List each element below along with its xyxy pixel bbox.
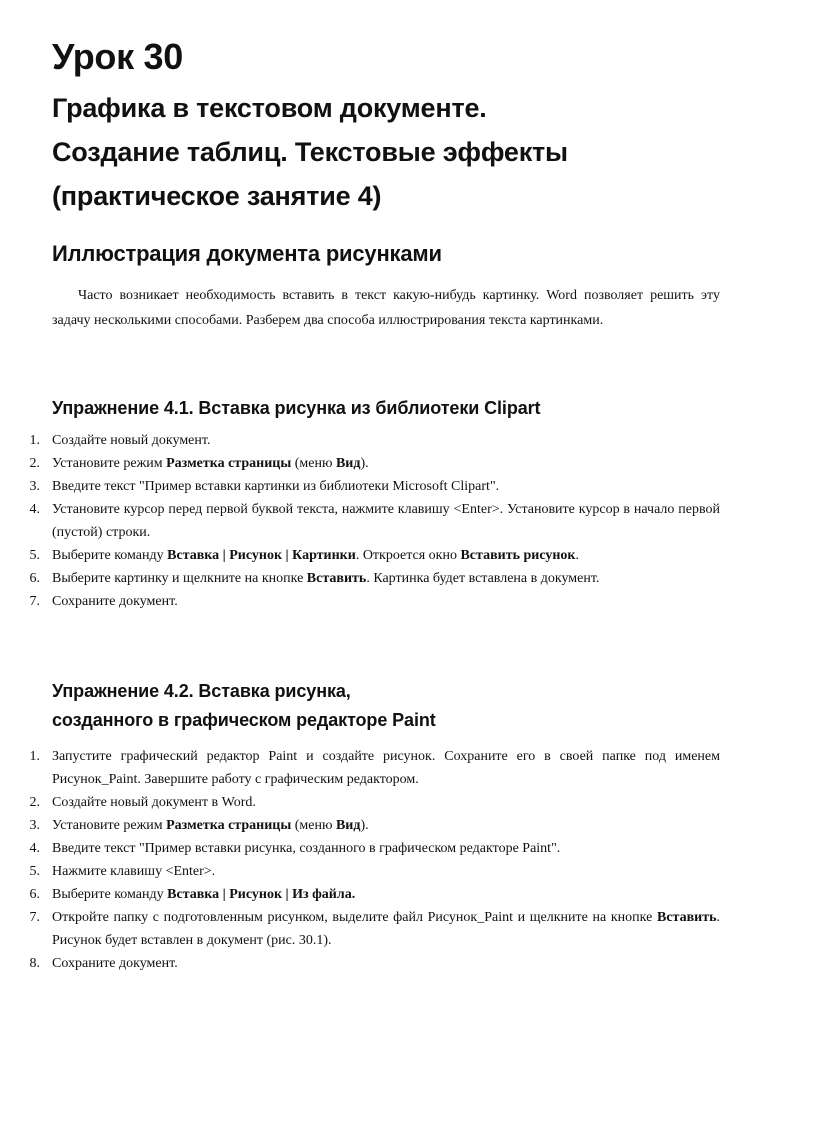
exercise-2-title — [52, 677, 436, 735]
exercise-2-steps — [24, 745, 720, 975]
step-keyword: Разметка страницы — [166, 456, 292, 471]
step-text-part: Нажмите клавишу <Enter>. — [52, 864, 216, 879]
list-item — [24, 590, 720, 613]
step-text — [52, 952, 720, 975]
step-number: 2. — [29, 795, 40, 810]
list-item — [24, 567, 720, 590]
list-item — [24, 860, 720, 883]
step-text — [52, 837, 720, 860]
intro-paragraph — [52, 284, 720, 333]
step-keyword: Вставка | Рисунок | Из файла. — [167, 887, 356, 902]
step-text-part: Запустите графический редактор Paint и создайте рисунок. Сохраните его в своей папке под именем Рисунок_Paint. Завершите работу с графическим редактором. — [52, 749, 720, 787]
step-text-part: (меню — [291, 818, 336, 833]
step-text-part: . Откроется окно — [355, 548, 461, 563]
step-number: 4. — [29, 502, 40, 517]
list-item — [24, 837, 720, 860]
step-number: 1. — [29, 433, 40, 448]
step-text-part: Введите текст "Пример вставки картинки из библиотеки Microsoft Clipart". — [52, 479, 500, 494]
step-text-part: Сохраните документ. — [52, 594, 178, 609]
chapter-title-line: (практическое занятие 4) — [52, 181, 382, 211]
list-item — [24, 475, 720, 498]
step-number: 8. — [29, 956, 40, 971]
step-text — [52, 567, 720, 590]
exercise-1-title: Упражнение 4.1. Вставка рисунка из библиотеки Clipart — [52, 398, 541, 418]
step-keyword: Вставить — [306, 571, 367, 586]
step-text-part: . Рисунок будет вставлен в документ (рис. 30.1). — [52, 910, 720, 948]
exercise-1-steps — [24, 429, 720, 613]
step-text — [52, 745, 720, 791]
step-text-part: Создайте новый документ. — [52, 433, 211, 448]
exercise-2-title-line: созданного в графическом редакторе Paint — [52, 710, 436, 730]
step-text-part: Установите режим — [52, 456, 167, 471]
step-keyword: Вставить — [656, 910, 717, 925]
section-title: Иллюстрация документа рисунками — [52, 241, 442, 266]
step-number: 5. — [29, 548, 40, 563]
step-text — [52, 791, 720, 814]
step-text-part: Установите курсор перед первой буквой текста, нажмите клавишу <Enter>. Установите курсор в начало первой (пустой) строки. — [52, 502, 720, 540]
list-item — [24, 745, 720, 791]
step-text — [52, 814, 720, 837]
step-text-part: Выберите команду — [52, 887, 168, 902]
step-text-part: (меню — [291, 456, 336, 471]
step-text-part: ). — [360, 818, 369, 833]
step-text — [52, 590, 720, 613]
step-number: 6. — [29, 571, 40, 586]
step-text — [52, 906, 720, 952]
step-keyword: Вид — [335, 818, 361, 833]
step-keyword: Разметка страницы — [166, 818, 292, 833]
chapter-title-line: Графика в текстовом документе. — [52, 93, 487, 123]
list-item — [24, 429, 720, 452]
step-text — [52, 429, 720, 452]
step-text-part: Выберите картинку и щелкните на кнопке — [52, 571, 307, 586]
step-number: 2. — [29, 456, 40, 471]
step-text — [52, 498, 720, 544]
step-keyword: Вставка | Рисунок | Картинки — [167, 548, 356, 563]
step-text — [52, 860, 720, 883]
lesson-title: Урок 30 — [52, 36, 183, 77]
step-text — [52, 544, 720, 567]
step-text-part: . — [575, 548, 579, 563]
list-item — [24, 498, 720, 544]
step-text-part: . Картинка будет вставлена в документ. — [366, 571, 600, 586]
step-text — [52, 452, 720, 475]
list-item — [24, 814, 720, 837]
list-item — [24, 452, 720, 475]
step-number: 6. — [29, 887, 40, 902]
step-text — [52, 475, 720, 498]
list-item — [24, 906, 720, 952]
chapter-title — [52, 86, 772, 218]
step-text-part: ). — [360, 456, 369, 471]
step-text-part: Установите режим — [52, 818, 167, 833]
exercise-2-title-line: Упражнение 4.2. Вставка рисунка, — [52, 681, 351, 701]
step-text-part: Создайте новый документ в Word. — [52, 795, 256, 810]
step-keyword: Вид — [335, 456, 361, 471]
step-number: 1. — [29, 749, 40, 764]
intro-text: Часто возникает необходимость вставить в текст какую-нибудь картинку. Word позволяет решить эту задачу несколькими способами. Разберем два способа иллюстрирования текста картинками. — [52, 288, 720, 328]
list-item — [24, 544, 720, 567]
list-item — [24, 791, 720, 814]
step-keyword: Вставить рисунок — [460, 548, 576, 563]
step-text — [52, 883, 720, 906]
list-item — [24, 952, 720, 975]
step-number: 7. — [29, 910, 40, 925]
step-number: 4. — [29, 841, 40, 856]
step-number: 7. — [29, 594, 40, 609]
step-number: 5. — [29, 864, 40, 879]
step-number: 3. — [29, 479, 40, 494]
step-text-part: Сохраните документ. — [52, 956, 178, 971]
step-text-part: Выберите команду — [52, 548, 168, 563]
step-text-part: Введите текст "Пример вставки рисунка, созданного в графическом редакторе Paint". — [52, 841, 561, 856]
step-text-part: Откройте папку с подготовленным рисунком, выделите файл Рисунок_Paint и щелкните на кнопке — [52, 910, 657, 925]
list-item — [24, 883, 720, 906]
chapter-title-line: Создание таблиц. Текстовые эффекты — [52, 137, 568, 167]
step-number: 3. — [29, 818, 40, 833]
